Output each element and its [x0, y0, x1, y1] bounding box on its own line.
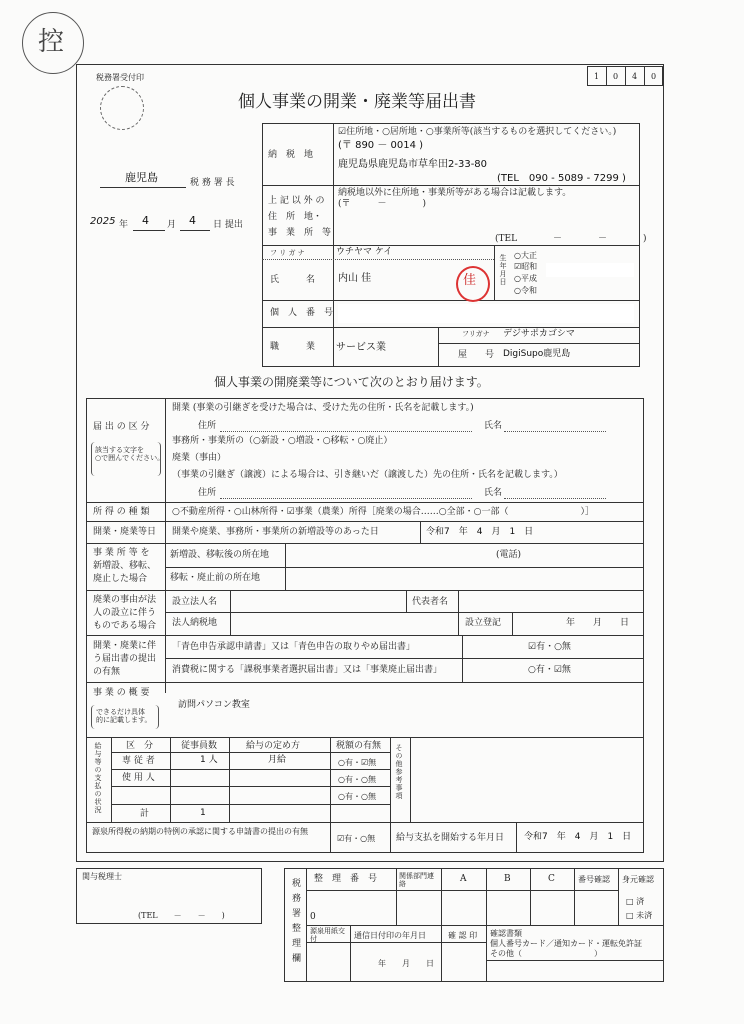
receipt-stamp-circle	[100, 86, 144, 130]
open-date-label: 開業・廃業等日	[93, 527, 157, 537]
birth-label: 生年月日	[499, 254, 507, 286]
form-title: 個人事業の開業・廃業等届出書	[238, 92, 476, 112]
salary-row1-method: 月給	[268, 755, 287, 765]
salary-row3-tax: ○有・○無	[338, 792, 376, 801]
salary-row2-kind: 使 用 人	[122, 773, 155, 783]
col-mimoto: 身元確認	[622, 875, 654, 884]
salary-row1-tax: ○有・☑無	[338, 758, 377, 767]
form-number-3: 4	[632, 72, 638, 81]
form-number-4: 0	[651, 72, 657, 81]
open-date-desc: 開業や廃業、事務所・事業所の新増設等のあった日	[172, 527, 379, 537]
summary-value: 訪問パソコン教室	[178, 700, 250, 710]
furigana-label: フ リ ガ ナ	[270, 249, 305, 257]
date-month: 4	[142, 214, 149, 227]
office-label-1: 事 業 所 等 を	[93, 548, 150, 558]
office-label-2: 新増設、移転、	[93, 561, 157, 571]
summary-label: 事 業 の 概 要	[93, 688, 150, 698]
col-a: A	[460, 874, 467, 884]
doc-confirm-1: 確認書類	[490, 929, 522, 938]
form-number-2: 0	[613, 72, 619, 81]
other-address-note: 納税地以外に住所地・事業所等がある場合は記載します。	[338, 188, 572, 198]
row2-tsushin: 通信日付印の年月日	[354, 931, 426, 940]
row2-ymd: 年 月 日	[378, 959, 434, 968]
check-not: □ 未済	[626, 911, 653, 920]
salary-col-tax: 税額の有無	[336, 741, 382, 751]
office-use-label: 税務署整理欄	[290, 878, 300, 968]
other-ref-label: その他参考事項	[395, 744, 403, 800]
office-line: 事務所・事業所の（○新設・○増設・○移転・○廃止）	[172, 436, 393, 446]
name-label: 氏 名	[270, 275, 316, 285]
address-label: 納 税 地	[268, 150, 314, 160]
accountant-label: 関与税理士	[82, 872, 122, 881]
salary-total-kind: 計	[140, 809, 150, 819]
category-label: 届 出 の 区 分	[93, 422, 150, 432]
corp-label-1: 廃業の事由が法	[93, 595, 157, 605]
address-options: ☑住所地・○居所地・○事業所等(該当するものを選択してください。)	[338, 127, 617, 137]
occupation-value: サービス業	[336, 342, 386, 353]
corp-label-3: ものである場合	[93, 621, 157, 631]
other-address-label-3: 事 業 所 等	[268, 228, 332, 238]
tax-office-name: 鹿児島	[125, 171, 158, 184]
form2-label: 消費税に関する「課税事業者選択届出書」又は「事業廃止届出書」	[172, 665, 443, 675]
accountant-tel: (TEL － － )	[138, 911, 225, 920]
doc-confirm-2: 個人番号カード／通知カード・運転免許証	[490, 939, 642, 948]
era-taisho: ○大正	[514, 251, 537, 260]
col-bangou: 番号確認	[578, 875, 610, 884]
forms-label-2: う届出書の提出	[93, 654, 157, 664]
furigana-value: ウチヤマ ケイ	[336, 247, 393, 257]
date-day-unit: 日 提出	[213, 220, 243, 230]
corp-reg-date: 年 月 日	[566, 618, 630, 628]
copy-stamp-text: 控	[38, 27, 65, 57]
date-year: 2025	[90, 216, 116, 227]
other-tel: (TEL － － )	[495, 234, 647, 244]
corp-name-label: 設立法人名	[172, 597, 218, 607]
form1-label: 「青色申告承認申請書」又は「青色申告の取りやめ届出書」	[172, 642, 416, 652]
name-value: 内山 佳	[338, 273, 372, 284]
close-name-label: 氏名	[484, 488, 503, 498]
col-seiri: 整 理 番 号	[314, 874, 378, 884]
other-address-label-1: 上 記 以 外 の	[268, 196, 325, 206]
corp-label-2: 人の設立に伴う	[93, 608, 157, 618]
close-note: （事業の引継ぎ（譲渡）による場合は、引き継いだ（譲渡した）先の住所・氏名を記載します。）	[172, 470, 563, 480]
seal-text: 佳	[463, 273, 477, 288]
form1-value: ☑有・○無	[528, 642, 571, 652]
open-date-value: 令和7 年 4 月 1 日	[426, 527, 534, 537]
row2-kakunin: 確 認 印	[448, 931, 478, 940]
salary-col-method: 給与の定め方	[246, 741, 301, 751]
salary-row1-kind: 専 従 者	[122, 756, 155, 766]
era-showa: ☑昭和	[514, 262, 538, 271]
tel-value: (TEL 090 - 5089 - 7299 )	[497, 173, 626, 184]
salary-row1-count: 1 人	[200, 755, 218, 765]
date-month-unit: 月	[167, 220, 177, 230]
col-kankei: 関係部門連 絡	[399, 872, 448, 888]
mynumber-redaction	[338, 304, 634, 323]
corp-addr-label: 法人納税地	[172, 618, 218, 628]
form2-value: ○有・☑無	[528, 665, 571, 675]
era-heisei: ○平成	[514, 274, 537, 283]
mynumber-label: 個 人 番 号	[270, 308, 334, 318]
open-name-label: 氏名	[484, 421, 503, 431]
era-reiwa: ○令和	[514, 286, 537, 295]
category-note: 該当する文字を ○で囲んでください。	[95, 446, 165, 462]
office-tel: (電話)	[496, 550, 522, 560]
address-value: 鹿児島県鹿児島市草牟田2-33-80	[338, 159, 488, 170]
other-postal: (〒 － )	[338, 199, 427, 209]
zero-mark: 0	[310, 912, 316, 922]
office-new-label: 新増設、移転後の所在地	[170, 550, 270, 560]
salary-label: 給与等の支払の状況	[94, 742, 102, 814]
occupation-label: 職 業	[270, 342, 316, 352]
row2-gensen: 源泉用紙交付	[310, 927, 345, 943]
date-year-unit: 年	[119, 220, 129, 230]
salary-start-label: 給与支払を開始する年月日	[396, 833, 505, 843]
tax-office-suffix: 税 務 署 長	[190, 178, 235, 188]
salary-row2-tax: ○有・○無	[338, 775, 376, 784]
shop-furigana-value: デジサポカゴシマ	[503, 329, 575, 339]
close-line: 廃業（事由）	[172, 453, 227, 463]
postal-code: (〒 890 － 0014 )	[338, 140, 424, 151]
close-addr-label: 住所	[198, 488, 217, 498]
col-b: B	[504, 874, 511, 884]
form-number-1: 1	[594, 72, 600, 81]
corp-rep-label: 代表者名	[412, 597, 449, 607]
birthdate-redaction	[546, 263, 634, 277]
income-label: 所 得 の 種 類	[93, 507, 150, 517]
shop-value: DigiSupo鹿児島	[503, 349, 571, 359]
corp-reg-label: 設立登記	[465, 618, 502, 628]
col-c: C	[548, 874, 555, 884]
forms-label-1: 開業・廃業に伴	[93, 641, 157, 651]
doc-confirm-3: その他（ ）	[490, 949, 602, 958]
office-old-label: 移転・廃止前の所在地	[170, 573, 261, 583]
check-done: □ 済	[626, 897, 645, 906]
other-address-label-2: 住 所 地・	[268, 212, 323, 222]
receipt-stamp-label: 税務署受付印	[96, 73, 144, 82]
salary-total-count: 1	[200, 808, 206, 818]
date-day: 4	[189, 214, 196, 227]
shop-label: 屋 号	[458, 350, 495, 360]
withholding-label: 源泉所得税の納期の特例の承認に関する申請書の提出の有無	[92, 827, 308, 836]
income-value: ○不動産所得・○山林所得・☑事業（農業）所得［廃業の場合……○全部・○一部（ ）］	[172, 507, 594, 517]
open-addr-label: 住所	[198, 421, 217, 431]
office-label-3: 廃止した場合	[93, 574, 148, 584]
intro-text: 個人事業の開廃業等について次のとおり届けます。	[214, 375, 489, 389]
salary-col-count: 従事員数	[181, 741, 218, 751]
salary-start-value: 令和7 年 4 月 1 日	[524, 832, 632, 842]
open-line: 開業 (事業の引継ぎを受けた場合は、受けた先の住所・氏名を記載します。)	[172, 403, 474, 413]
salary-col-kind: 区 分	[126, 741, 154, 751]
shop-furigana-label: フリガナ	[462, 330, 490, 338]
summary-note: できるだけ具体 的に記載します。	[96, 708, 152, 724]
forms-label-3: の有無	[93, 667, 121, 677]
withholding-value: ☑有・○無	[337, 834, 376, 843]
